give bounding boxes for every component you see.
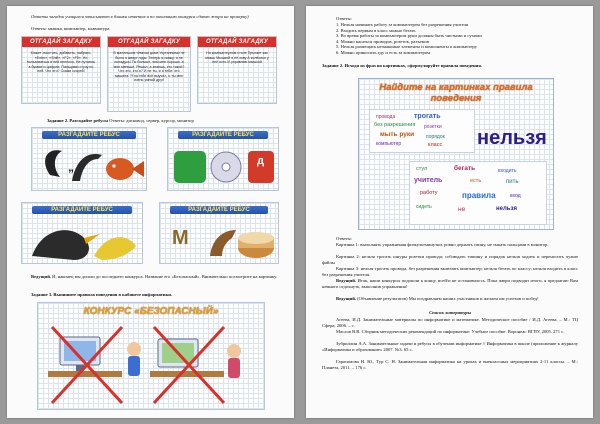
literature-title: Список литературы — [429, 310, 471, 315]
cloud-word: пить — [506, 179, 519, 185]
literature-item: Зубриллин А.А. Занимательные задачи и ребусы в обучении информатике // Информатика в школе (приложение к журналу «Информатика и образование» 2007. №3. 65 с. — [322, 341, 578, 352]
lead-text: (Объявление результатов) Мы поздравляем наших участников и желаем им успехов и побед! — [357, 296, 539, 301]
answer-picture-2: Картинка 2: нельзя трогать шнуры розетки провода; соблюдать тишину и порядок нельзя ходить и переносить чужие файлы — [322, 254, 578, 265]
list-item: 4. Можно касаться проводов, розеток, разъемов — [336, 38, 429, 44]
rebus-card-4 — [159, 202, 279, 264]
list-item: 5. Нельзя размещать незнакомые элементы и компоненты к компьютеру — [336, 44, 477, 50]
cloud-word: правила — [462, 191, 496, 200]
cloud-word: бегать — [454, 165, 476, 172]
rebus-glyph: М — [172, 227, 189, 249]
riddle-card-3 — [197, 36, 277, 104]
snail-shape-icon — [45, 150, 62, 177]
rebus-picture-3 — [22, 216, 143, 264]
literature-item: Маслов В.В. Сборник методических рекомендаций по информатике: Учебное пособие. Воронеж: ВГПУ, 2005. 271 с. — [336, 329, 565, 334]
rules-poster — [358, 78, 554, 230]
cloud-word: компьютер — [376, 141, 402, 147]
word-cloud-2 — [409, 161, 547, 225]
literature-item: Агеева, И.Д. Занимательные материалы по информатике и математике. Методическое пособие / И.Д. Агеева. – М.: ТЦ Сфера, 2006. – с. — [322, 317, 578, 328]
riddle-answers: Ответы: мышка, компьютер, клавиатура — [31, 26, 110, 31]
lead-label: Ведущий. — [336, 278, 356, 283]
lead-paragraph-1 — [322, 278, 578, 289]
poster-title-line1: Найдите на картинках правила — [379, 82, 533, 93]
lead-text: Итак, наши конкурсы подошли к концу, всей/и не остановилось. Пока жюри подводят итоги, я предлагаю Вам немного отдохнуть, выполнив упражнения! — [322, 278, 578, 289]
word-cloud-1 — [369, 109, 475, 153]
task2-paragraph — [322, 63, 578, 69]
riddle-title: ОТГАДАЙ ЗАГАДКУ — [22, 37, 100, 47]
cloud-word: входить — [498, 168, 517, 174]
cloud-word: не — [458, 206, 466, 213]
answers2-title: Ответы: — [336, 236, 352, 241]
horn-shape-icon — [72, 154, 102, 181]
task2-text: Исходя из фраз на картинках, сформулируйте правила поведения. — [344, 63, 482, 68]
lead-label: Ведущий. — [31, 274, 51, 279]
bird-icon — [32, 230, 89, 260]
task2-line — [47, 118, 287, 124]
lead-paragraph-2 — [322, 296, 578, 302]
riddle-text: В маленьком тёмном доме Укутанными не было я живут годы. Теперь я скажу: я не попадусь! Ты больше, чем мне хорошо, а мне меньше, Решил, а знаешь, кто такой? Что это, кто я? И не ты, и я тебе: это машина. Я на тебе всё выучил, и ты мне очень умный друг! — [113, 51, 185, 82]
intro-text: Ответы загадок учащиеся записывают в бланки ответов и по окончанию конкурса сдают жюри на проверку) — [31, 14, 249, 19]
riddle-text: На компьютерном столе Прыгает как мышь Мышкой я её зову А колёсико у неё есть И управляю мышкой — [205, 51, 269, 64]
list-item: 1. Нельзя начинать работу за компьютером без разрешения учителя — [336, 22, 469, 27]
rebus-glyph: д — [257, 155, 264, 167]
answers-title: Ответы: — [336, 16, 352, 21]
girl-icon — [227, 344, 241, 358]
answer-picture-3: Картинка 3: нельзя трогать провода, без разрешения включать компьютер; нельзя бегать по классу; нельзя входить в класс без разрешения учителя. — [322, 266, 578, 277]
right-page — [306, 6, 593, 418]
rebus-title: РАЗГАДАЙТЕ РЕБУС — [32, 206, 132, 214]
rebus-card-3 — [21, 202, 143, 264]
cloud-word: вход — [510, 193, 521, 199]
cloud-word: класс — [428, 142, 443, 148]
konkurs-title: КОНКУРС «БЕЗОПАСНЫЙ» — [83, 306, 219, 317]
green-square-icon — [174, 151, 206, 183]
feather-icon — [210, 230, 236, 256]
rebus-card-1 — [31, 127, 147, 191]
poster-title-line2: поведения — [430, 93, 482, 104]
lead-paragraph — [31, 274, 279, 280]
cloud-word: сидеть — [416, 204, 432, 210]
konkurs-picture — [37, 302, 265, 410]
list-item: 6. Можно приносить еду и есть за компьютером — [336, 49, 430, 55]
cloud-word: работу — [420, 190, 438, 196]
rebus-card-2 — [167, 127, 279, 191]
cloud-word: без разрешения — [374, 122, 416, 128]
rebus-glyph: „ — [68, 160, 74, 174]
cloud-word: трогать — [414, 113, 441, 120]
rebus-title: РАЗГАДАЙТЕ РЕБУС — [42, 131, 136, 139]
cloud-word: есть — [470, 178, 482, 184]
cloud-word: розетки — [424, 124, 442, 130]
left-page — [7, 6, 294, 418]
literature-item: Гарасимова Н. Ю., Тур С. Н. Занимательная информатика на уроках и внеклассных мероприятиях 2-11 классы. – М.: Планета, 2011. – 176 с. — [322, 359, 578, 370]
rebus-picture-1 — [32, 141, 147, 191]
riddle-card-2 — [107, 36, 191, 112]
cloud-word: провода — [376, 114, 396, 120]
task2-label: Задание 2. Разгадайте ребусы — [47, 118, 108, 123]
cloud-word: мыть руки — [380, 131, 415, 138]
riddle-title: ОТГАДАЙ ЗАГАДКУ — [198, 37, 276, 47]
riddle-text: Может очистить, добавить, набрать, «Enter», «Shift», «F2», «F5». Но пользоваться в ней неплохо, Не путаюсь в буквах и цифрах. Пальцами стучу по ней. Что это? Скажи скорей! — [26, 51, 96, 73]
list-item: 2. Входить первым в класс можно бегать — [336, 27, 416, 33]
lead-text: И, наконец мы дошли до последнего конкурса. Название его «Безопасный». Внимательно посмотрите на картинку. — [52, 274, 278, 279]
answers-list — [336, 22, 576, 56]
answer-picture-1: Картинка 1: выполнять упражнения физкультминутки, ровно держать спину, не тыкать пальцами в монитор. — [336, 242, 549, 247]
cloud-word: нельзя — [496, 206, 517, 212]
task2-label: Задание 2. — [322, 63, 344, 68]
cloud-word: стул — [416, 166, 428, 172]
bird-wing-icon — [94, 237, 136, 260]
big-word-nelzya: нельзя — [477, 127, 547, 149]
konkurs-scene — [38, 319, 265, 410]
riddle-title: ОТГАДАЙ ЗАГАДКУ — [108, 37, 190, 47]
riddle-card-1 — [21, 36, 101, 104]
lead-label: Ведущий. — [336, 296, 356, 301]
rebus-title: РАЗГАДАЙТЕ РЕБУС — [170, 206, 268, 214]
fish-icon — [106, 158, 134, 180]
cloud-word: учитель — [414, 177, 443, 184]
task2-answers: Ответы: дисковод, сервер, курсор, монитор — [109, 118, 194, 123]
task3-line: Задание 3. Выпишите правила поведения в кабинете информатики. — [31, 292, 173, 297]
rebus-title: РАЗГАДАЙТЕ РЕБУС — [178, 131, 268, 139]
cloud-word: порядок — [426, 134, 445, 140]
list-item: 3. Во время работы за компьютером руки должны быть чистыми и сухими — [336, 33, 482, 39]
boy-icon — [127, 342, 141, 356]
